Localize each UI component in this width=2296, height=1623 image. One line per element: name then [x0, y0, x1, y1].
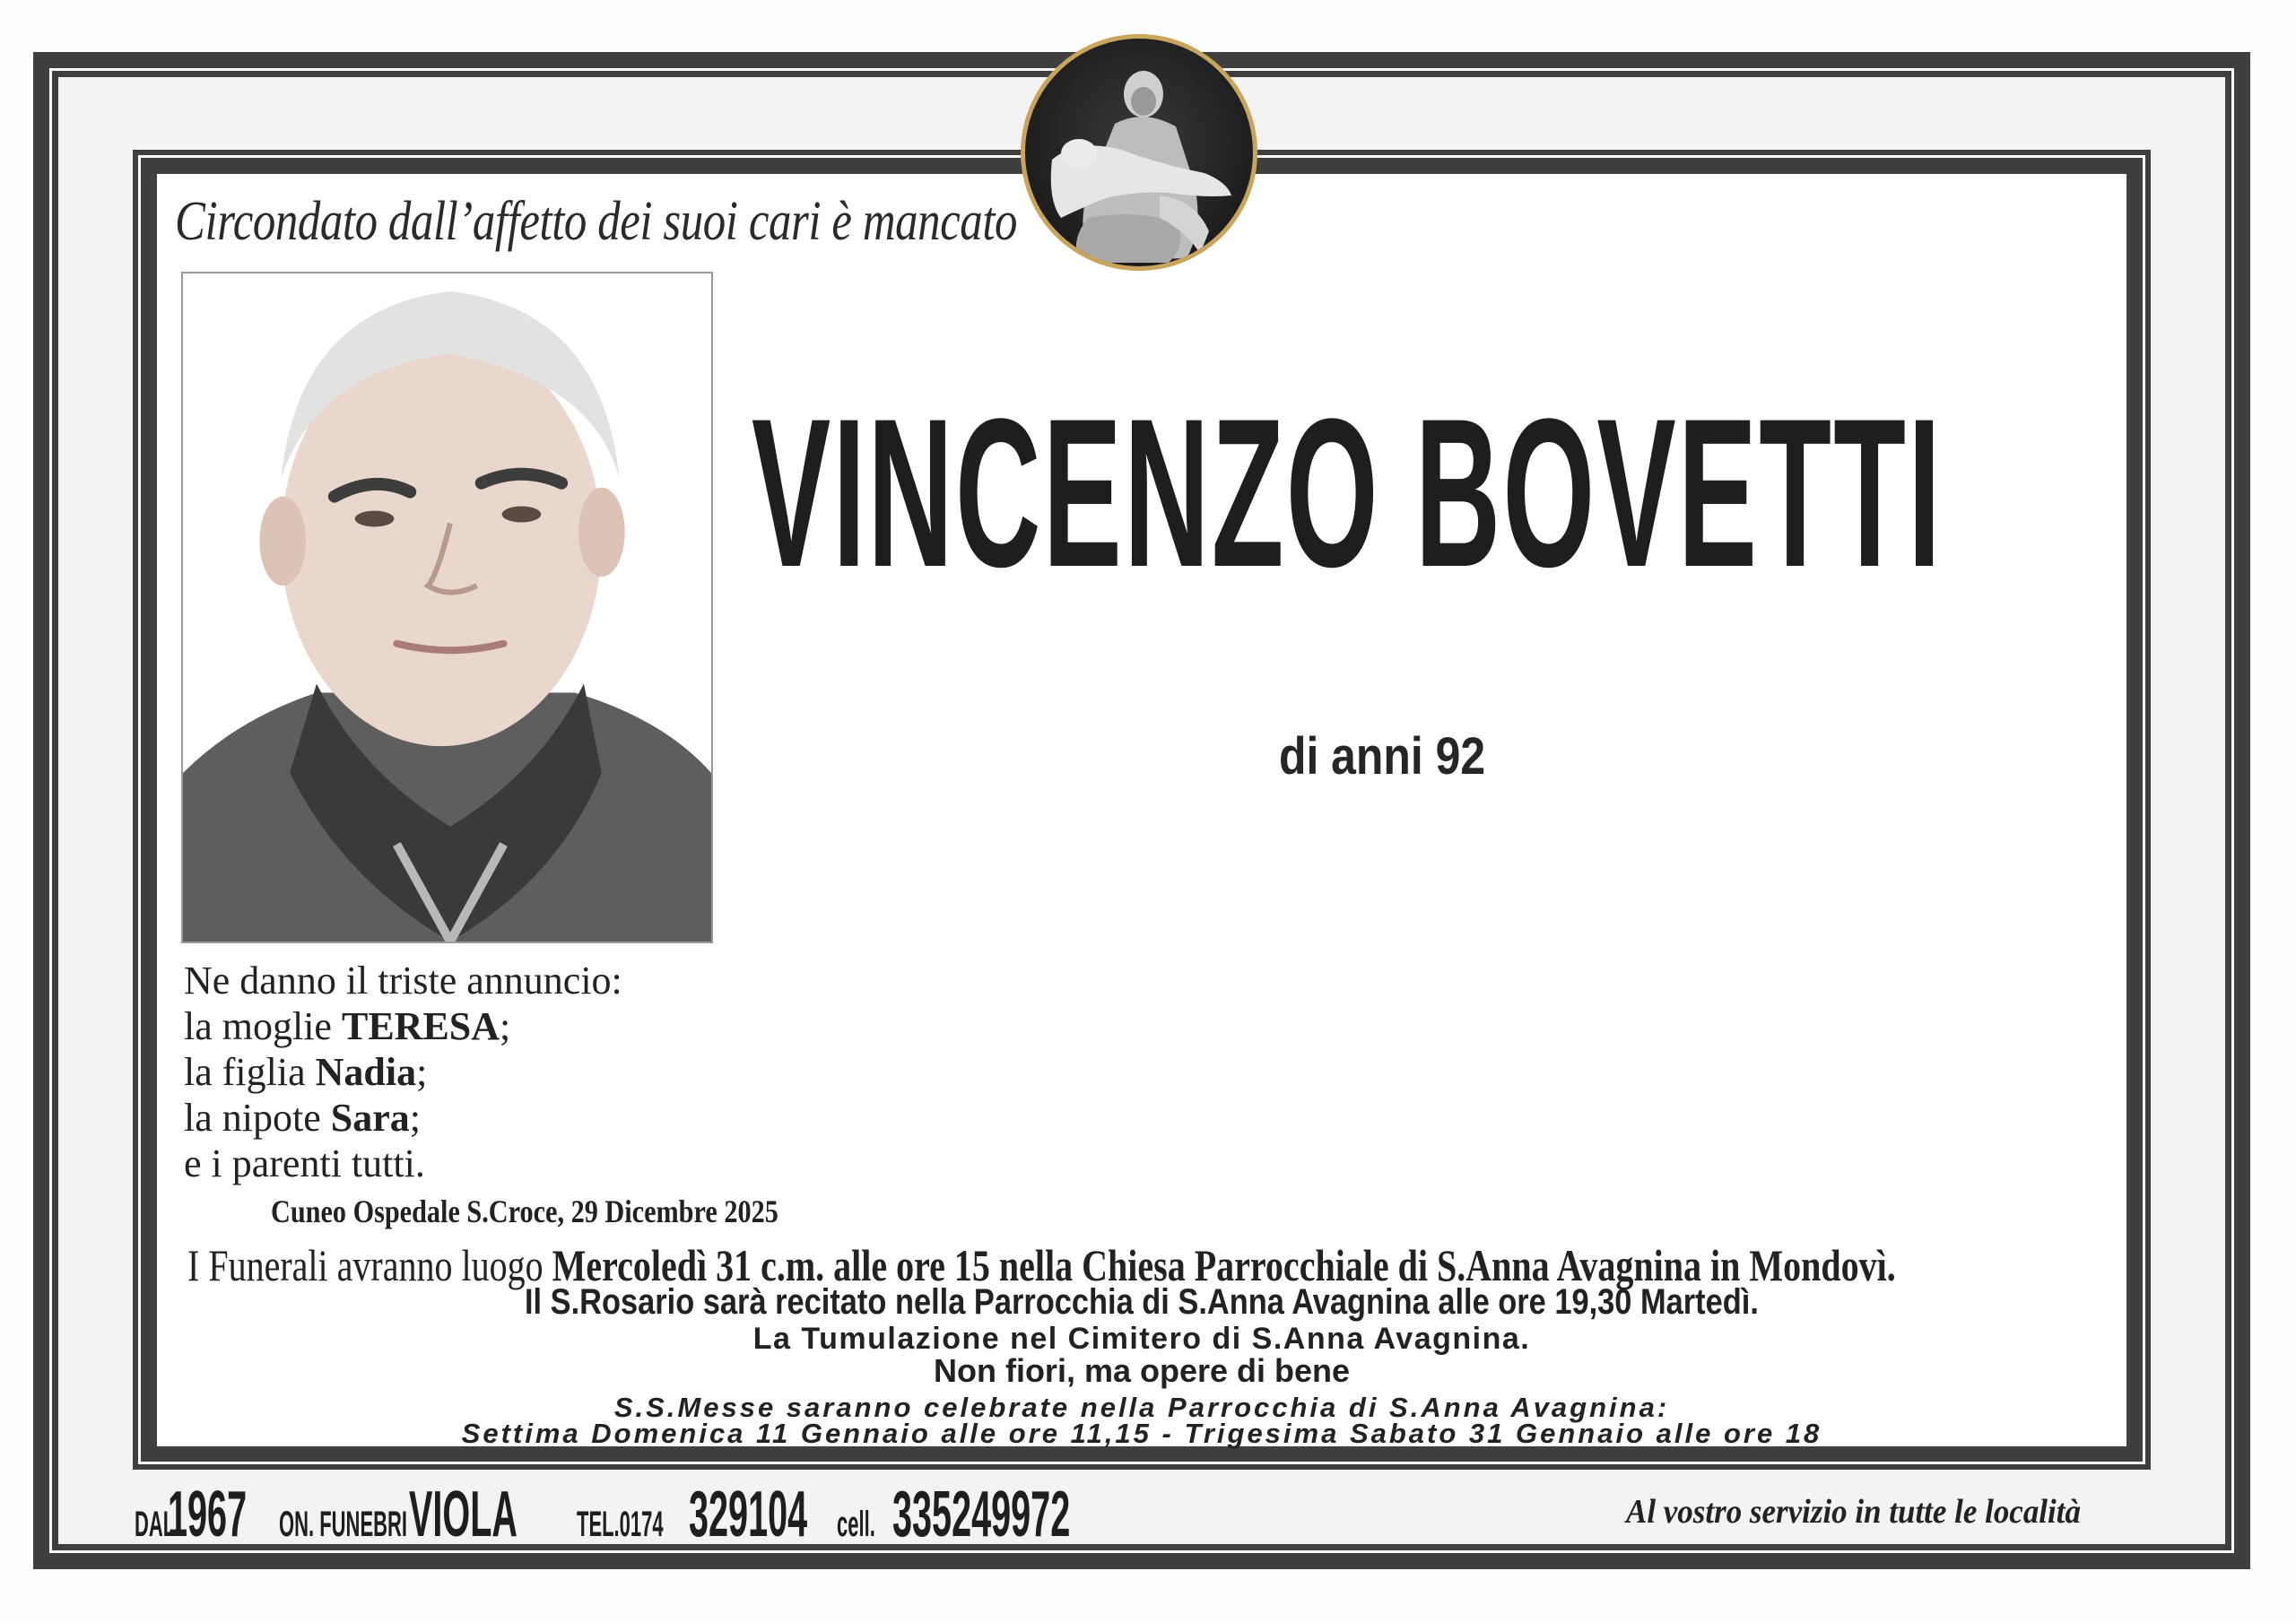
- since-label: DAL: [135, 1505, 176, 1544]
- intro-text: Circondato dall’affetto dei suoi cari è mancato: [175, 191, 1018, 252]
- place-date: Cuneo Ospedale S.Croce, 29 Dicembre 2025: [271, 1193, 778, 1229]
- masses-intro: S.S.Messe saranno celebrate nella Parrocchia di S.Anna Avagnina:: [613, 1392, 1670, 1423]
- portrait-photo: [181, 272, 713, 943]
- funeral-info: I Funerali avranno luogo Mercoledì 31 c.m. alle ore 15 nella Chiesa Parrocchiale di S.Anna Avagnina in Mondovì.: [187, 1240, 1896, 1290]
- cell-label: cell.: [837, 1505, 875, 1544]
- mourners-list: [184, 958, 622, 1186]
- tel-number: 329104: [689, 1479, 808, 1550]
- mourner-name: Nadia: [315, 1050, 417, 1094]
- pieta-medallion: [1021, 34, 1257, 271]
- mourners-line: la nipote Sara;: [184, 1096, 421, 1140]
- business-name: VIOLA: [408, 1479, 517, 1550]
- masses-dates: Settima Domenica 11 Gennaio alle ore 11,15 - Trigesima Sabato 31 Gennaio alle ore 18: [461, 1418, 1822, 1449]
- mourners-line: la moglie TERESA;: [184, 1004, 511, 1048]
- deceased-age: di anni 92: [1279, 727, 1486, 785]
- mourners-line: e i parenti tutti.: [184, 1141, 425, 1185]
- no-flowers-note: Non fiori, ma opere di bene: [933, 1352, 1351, 1389]
- burial-info: La Tumulazione nel Cimitero di S.Anna Avagnina.: [752, 1322, 1531, 1356]
- business-label: ON. FUNEBRI: [279, 1505, 408, 1544]
- mourners-line: la figlia Nadia;: [184, 1050, 428, 1094]
- tel-label: TEL.0174: [577, 1505, 664, 1544]
- deceased-name: VINCENZO BOVETTI: [752, 375, 1944, 612]
- mourner-name: TERESA: [341, 1004, 500, 1048]
- mourner-name: Sara: [330, 1096, 410, 1140]
- funeral-home-banner: [135, 1478, 1216, 1550]
- cell-number: 335249972: [892, 1479, 1071, 1550]
- since-year: 1967: [167, 1479, 247, 1550]
- mourners-line: Ne danno il triste annuncio:: [184, 959, 622, 1002]
- pieta-sculpture-icon: [1025, 39, 1253, 266]
- rosary-info: Il S.Rosario sarà recitato nella Parrocchia di S.Anna Avagnina alle ore 19,30 Martedì.: [525, 1282, 1759, 1322]
- service-slogan: Al vostro servizio in tutte le località: [1626, 1493, 2081, 1531]
